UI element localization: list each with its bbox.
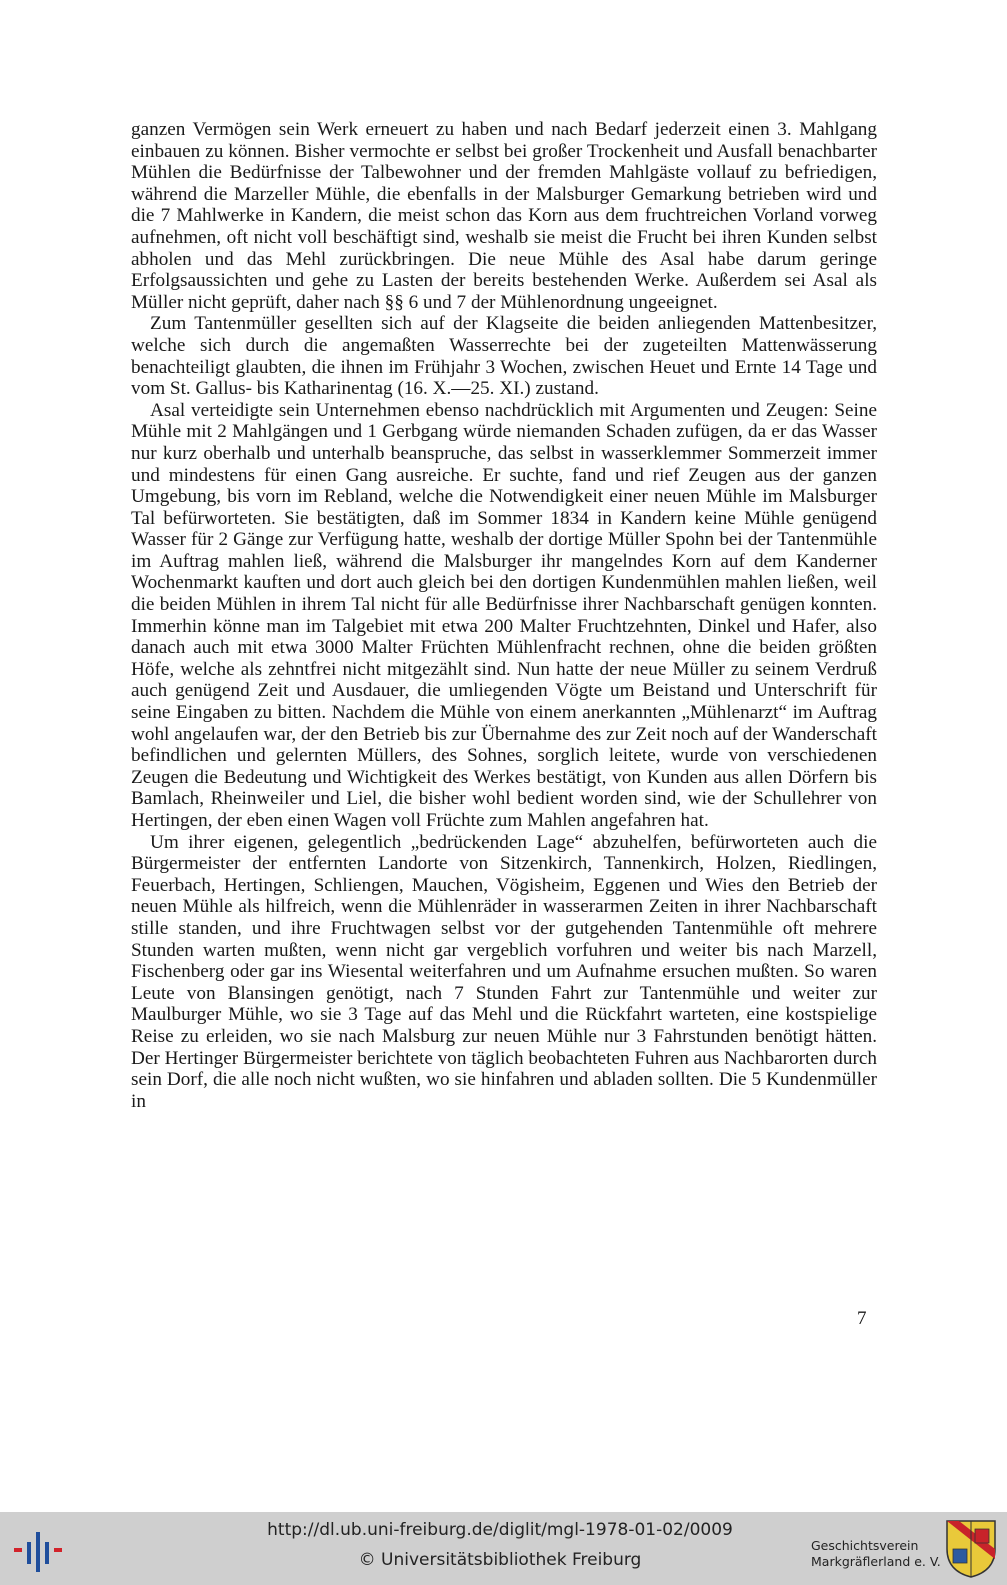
- paragraph-1: ganzen Vermögen sein Werk erneuert zu haben und nach Bedarf jederzeit einen 3. Mahlgang einbauen zu können. Bisher vermochte er selbst bei großer Trockenheit und Ausfall benachbarter Mühlen die Bedürfnisse der Talbewohner und der fremden Mahlgäste vollauf zu befriedigen, während die Marzeller Mühle, die ebenfalls in der Malsburger Gemarkung betrieben wird und die 7 Mahlwerke in Kandern, die meist schon das Korn aus dem fruchtreichen Vorland vorweg aufnehmen, oft nicht voll beschäftigt sind, weshalb sie meist die Frucht bei ihren Kunden selbst abholen und das Mehl zurückbringen. Die neue Mühle des Asal habe darum geringe Erfolgsaussichten und gehe zu Lasten der bereits bestehenden Werke. Außerdem sei Asal als Müller nicht geprüft, daher nach §§ 6 und 7 der Mühlenordnung ungeeignet.: [131, 119, 877, 313]
- footer-bar: [0, 1512, 1007, 1585]
- page-number: 7: [857, 1308, 867, 1329]
- society-name-line1: Geschichtsverein: [811, 1538, 919, 1553]
- society-name-line2: Markgräflerland e. V.: [811, 1554, 941, 1569]
- paragraph-3: Asal verteidigte sein Unternehmen ebenso nachdrücklich mit Argumenten und Zeugen: Seine Mühle mit 2 Mahlgängen und 1 Gerbgang würde niemanden Schaden zufügen, da er das Wasser nur kurz oberhalb und unterhalb beanspruche, das selbst in wasserklemmer Sommerzeit immer und mindestens für einen Gang ausreiche. Er suchte, fand und rief Zeugen aus der ganzen Umgebung, bis vorn im Rebland, welche die Notwendigkeit einer neuen Mühle im Malsburger Tal befürworteten. Sie bestätigten, daß im Sommer 1834 in Kandern keine Mühle genügend Wasser für 2 Gänge zur Verfügung hatte, weshalb der dortige Müller Spohn bei der Tantenmühle im Auftrag mahlen ließ, während die Malsburger ihr mangelndes Korn auf dem Kanderner Wochenmarkt kauften und dort auch gleich bei den dortigen Kundenmühlen mahlen ließen, weil die beiden Mühlen in ihrem Tal nicht für alle Bedürfnisse ihrer Nachbarschaft genügen konnten. Immerhin könne man im Talgebiet mit etwa 200 Malter Fruchtzehnten, Dinkel und Hafer, also danach auch mit etwa 3000 Malter Früchten Mühlenfracht rechnen, ohne die beiden größten Höfe, welche als zehntfrei nicht mitgezählt sind. Nun hatte der neue Müller zu seinem Verdruß auch genügend Zeit und Ausdauer, die umliegenden Vögte um Beistand und Unterschrift für seine Eingaben zu bitten. Nachdem die Mühle von einem anerkannten „Mühlenarzt“ im Auftrag wohl angelaufen war, der den Betrieb bis zur Übernahme des zur Zeit noch auf der Wanderschaft befindlichen und gelernten Müllers, des Sohnes, sorglich leitete, wurde von verschiedenen Zeugen die Bedeutung und Wichtigkeit des Werkes bestätigt, von Kunden aus allen Dörfern bis Bamlach, Rheinweiler und Liel, die bisher wohl bedient worden sind, wie der Schullehrer von Hertingen, der eben einen Wagen voll Früchte zum Mahlen angefahren hat.: [131, 399, 877, 831]
- ub-freiburg-logo-icon[interactable]: [14, 1528, 62, 1572]
- paragraph-4: Um ihrer eigenen, gelegentlich „bedrückenden Lage“ abzuhelfen, befürworteten auch die Bürgermeister der entfernten Landorte von Sitzenkirch, Tannenkirch, Holzen, Riedlingen, Feuerbach, Hertingen, Schliengen, Mauchen, Vögisheim, Eggenen und Wies den Betrieb der neuen Mühle als hilfreich, wenn die Mühlenräder in wasserarmen Zeiten in ihrer Nachbarschaft stille standen, und ihre Fruchtwagen selbst vor der gutgehenden Tantenmühle oft mehrere Stunden warten mußten, wenn nicht gar vergeblich vorfuhren und weiter bis nach Marzell, Fischenberg oder gar ins Wiesental weiterfahren und um Aufnahme ersuchen mußten. So waren Leute von Blansingen genötigt, nach 7 Stunden Fahrt zur Tantenmühle und weiter zur Maulburger Mühle, wo sie 3 Tage auf das Mehl und die Rückfahrt warteten, eine kostspielige Reise zu erleiden, wo sie nach Malsburg zur neuen Mühle nur 3 Fahrstunden benötigt hätten. Der Hertinger Bürgermeister berichtete von täglich beobachteten Fuhren aus Nachbarorten durch sein Dorf, die alle noch nicht wußten, wo sie hinfahren und abladen sollten. Die 5 Kundenmüller in: [131, 831, 877, 1112]
- copyright-notice: © Universitätsbibliothek Freiburg: [358, 1550, 642, 1570]
- page-body: [131, 119, 877, 1112]
- paragraph-2: Zum Tantenmüller gesellten sich auf der Klagseite die beiden anliegenden Mattenbesitzer, welche sich durch die angemaßten Wasserrechte bei der zugeteilten Mattenwässerung benachteiligt glaubten, die ihnen im Frühjahr 3 Wochen, zwischen Heuet und Ernte 14 Tage und vom St. Gallus- bis Katharinentag (16. X.—25. XI.) zustand.: [131, 313, 877, 400]
- society-name: [811, 1538, 941, 1570]
- coat-of-arms-icon[interactable]: [945, 1519, 997, 1579]
- permalink-url[interactable]: http://dl.ub.uni-freiburg.de/diglit/mgl-1978-01-02/0009: [267, 1520, 733, 1540]
